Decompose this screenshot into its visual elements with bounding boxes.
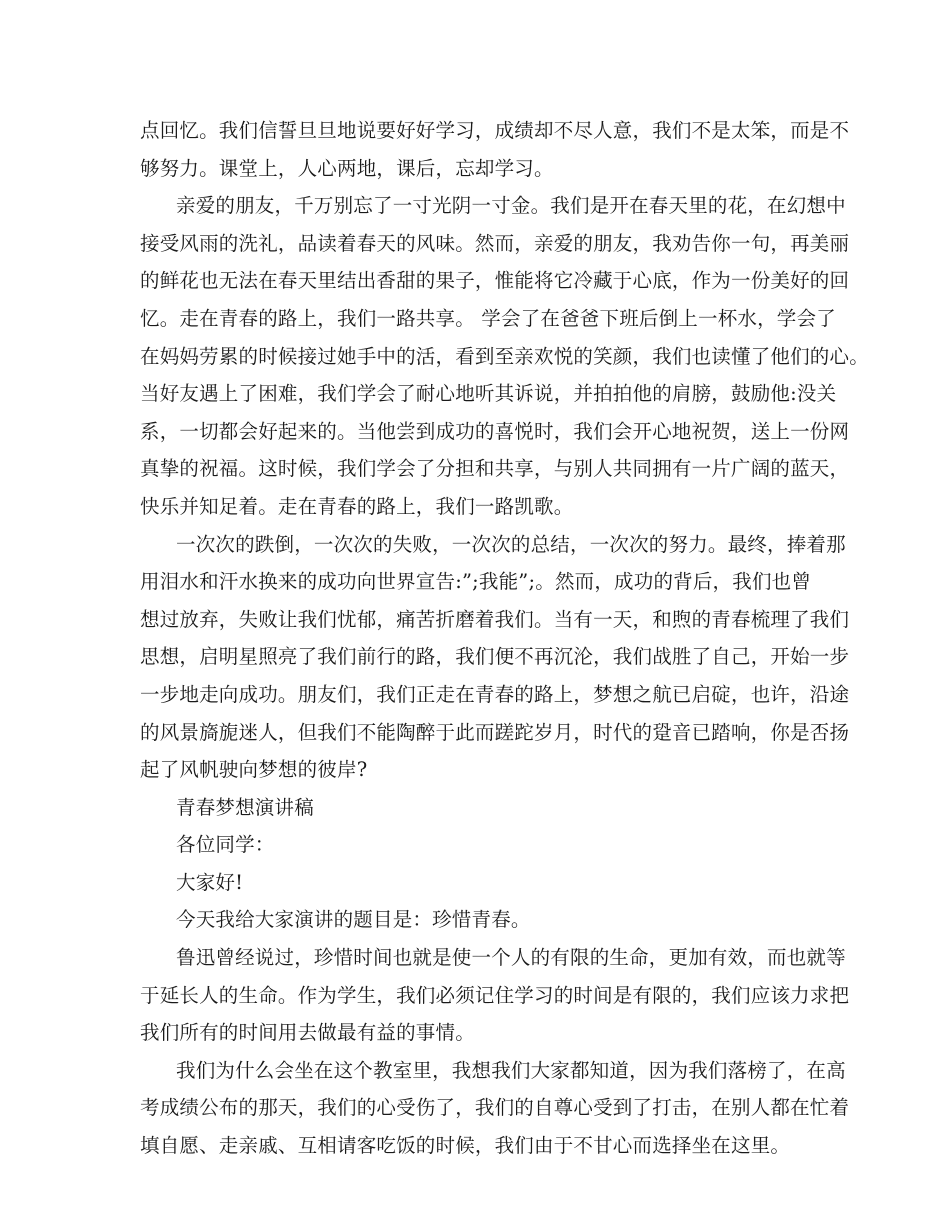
- document-body: [140, 112, 869, 1165]
- text-line: 快乐并知足着。走在青春的路上，我们一路凯歌。: [140, 494, 574, 518]
- text-line: 想过放弃，失败让我们忧郁，痛苦折磨着我们。当有一天，和煦的青春梳理了我们: [140, 607, 850, 631]
- text-line: 当好友遇上了困难，我们学会了耐心地听其诉说，并拍拍他的肩膀，鼓励他:没关: [140, 382, 837, 406]
- text-line: 够努力。课堂上，人心两地，课后，忘却学习。: [140, 156, 554, 180]
- text-line: 一次次的跌倒，一次次的失败，一次次的总结，一次次的努力。最终，捧着那: [176, 532, 846, 556]
- text-line: 鲁迅曾经说过，珍惜时间也就是使一个人的有限的生命，更加有效，而也就等: [176, 946, 846, 970]
- text-line: 我们为什么会坐在这个教室里，我想我们大家都知道，因为我们落榜了，在高: [176, 1058, 846, 1082]
- text-line: 在妈妈劳累的时候接过她手中的活，看到至亲欢悦的笑颜，我们也读懂了他们的心。: [140, 344, 869, 368]
- text-line: 系，一切都会好起来的。当他尝到成功的喜悦时，我们会开心地祝贺，送上一份网: [140, 419, 850, 443]
- text-line: 各位同学：: [176, 833, 275, 857]
- text-line: 青春梦想演讲稿: [176, 795, 314, 819]
- text-line: 今天我给大家演讲的题目是：珍惜青春。: [176, 908, 531, 932]
- text-line: 的鲜花也无法在春天里结出香甜的果子，惟能将它冷藏于心底，作为一份美好的回: [140, 269, 850, 293]
- text-line: 于延长人的生命。作为学生，我们必须记住学习的时间是有限的，我们应该力求把: [140, 983, 850, 1007]
- text-line: 大家好!: [176, 870, 244, 894]
- text-line: 忆。走在青春的路上，我们一路共享。 学会了在爸爸下班后倒上一杯水，学会了: [140, 306, 836, 330]
- text-line: 思想，启明星照亮了我们前行的路，我们便不再沉沦，我们战胜了自己，开始一步: [140, 645, 850, 669]
- text-line: 接受风雨的洗礼，品读着春天的风味。然而，亲爱的朋友，我劝告你一句，再美丽: [140, 231, 850, 255]
- text-line: 用泪水和汗水换来的成功向世界宣告:”;我能”;。然而，成功的背后，我们也曾: [140, 570, 812, 594]
- text-line: 起了风帆驶向梦想的彼岸?: [140, 758, 368, 782]
- text-line: 亲爱的朋友，千万别忘了一寸光阴一寸金。我们是开在春天里的花，在幻想中: [176, 194, 846, 218]
- text-line: 填自愿、走亲戚、互相请客吃饭的时候，我们由于不甘心而选择坐在这里。: [140, 1134, 791, 1158]
- text-line: 一步地走向成功。朋友们，我们正走在青春的路上，梦想之航已启碇，也许，沿途: [140, 682, 850, 706]
- text-line: 考成绩公布的那天，我们的心受伤了，我们的自尊心受到了打击，在别人都在忙着: [140, 1096, 850, 1120]
- text-line: 真挚的祝福。这时候，我们学会了分担和共享，与别人共同拥有一片广阔的蓝天，: [140, 457, 850, 481]
- text-line: 我们所有的时间用去做最有益的事情。: [140, 1021, 475, 1045]
- text-line: 点回忆。我们信誓旦旦地说要好好学习，成绩却不尽人意，我们不是太笨，而是不: [140, 119, 850, 142]
- text-line: 的风景旖旎迷人，但我们不能陶醉于此而蹉跎岁月，时代的跫音已踏响，你是否扬: [140, 720, 850, 744]
